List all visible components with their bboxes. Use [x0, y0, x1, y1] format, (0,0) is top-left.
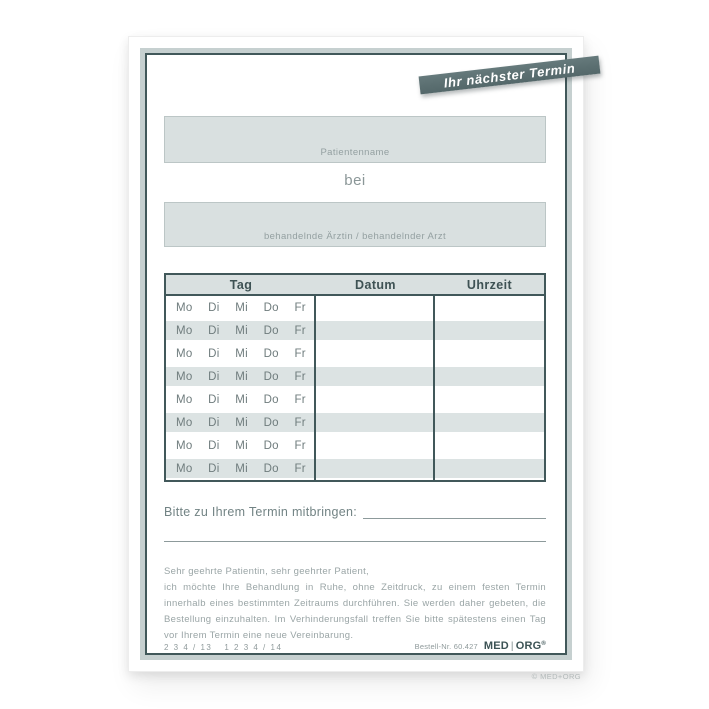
logo-divider: | — [510, 641, 514, 652]
uhrzeit-cell-empty — [435, 434, 544, 457]
datum-cell-empty — [316, 342, 435, 365]
table-header-row — [166, 275, 544, 296]
bring-along-writing-line — [363, 504, 546, 519]
day-label-do: Do — [263, 324, 279, 337]
day-label-do: Do — [263, 347, 279, 360]
second-writing-line — [164, 541, 546, 542]
print-code — [164, 643, 282, 652]
datum-cell-empty — [316, 388, 435, 411]
datum-cell-empty — [316, 459, 435, 478]
day-label-do: Do — [263, 439, 279, 452]
logo-med: MED — [483, 640, 509, 652]
table-body — [166, 296, 544, 480]
table-row — [166, 319, 544, 342]
uhrzeit-cell-empty — [435, 367, 544, 386]
day-label-fr: Fr — [294, 439, 306, 452]
doctor-name-label: behandelnde Ärztin / behandelnder Arzt — [263, 231, 447, 242]
day-cell — [166, 296, 316, 319]
day-label-mo: Mo — [176, 301, 193, 314]
uhrzeit-cell-empty — [435, 459, 544, 478]
datum-cell-empty — [316, 367, 435, 386]
day-label-mo: Mo — [176, 416, 193, 429]
column-divider — [433, 296, 435, 480]
day-label-di: Di — [208, 347, 220, 360]
day-cell — [166, 342, 316, 365]
patient-name-box — [164, 116, 546, 163]
bring-along-row — [164, 501, 546, 519]
day-label-di: Di — [208, 439, 220, 452]
order-number: Bestell-Nr. 60.427 — [414, 642, 478, 651]
day-label-mi: Mi — [235, 393, 248, 406]
logo-org: ORG — [515, 640, 542, 652]
day-label-mo: Mo — [176, 439, 193, 452]
print-code-left: 2 3 4 / 13 — [164, 643, 213, 652]
table-row — [166, 296, 544, 319]
letter-salutation: Sehr geehrte Patientin, sehr geehrter Patient, — [164, 566, 369, 577]
day-cell — [166, 459, 316, 478]
uhrzeit-cell-empty — [435, 413, 544, 432]
registered-mark: ® — [541, 641, 546, 647]
appointment-banner: Ihr nächster Termin — [419, 56, 601, 95]
uhrzeit-cell-empty — [435, 388, 544, 411]
doctor-name-box — [164, 202, 546, 247]
day-label-do: Do — [263, 370, 279, 383]
column-header-uhrzeit: Uhrzeit — [466, 277, 513, 292]
appointment-form-page — [128, 36, 584, 672]
datum-cell-empty — [316, 434, 435, 457]
day-label-do: Do — [263, 393, 279, 406]
datum-cell-empty — [316, 296, 435, 319]
copyright-watermark: © MED+ORG — [531, 672, 581, 681]
day-label-di: Di — [208, 301, 220, 314]
uhrzeit-cell-empty — [435, 296, 544, 319]
day-cell — [166, 413, 316, 432]
page-footer — [164, 638, 546, 652]
day-label-mi: Mi — [235, 324, 248, 337]
column-header-tag: Tag — [229, 277, 253, 292]
day-label-di: Di — [208, 324, 220, 337]
column-header-datum: Datum — [355, 277, 396, 292]
day-label-fr: Fr — [294, 416, 306, 429]
day-label-fr: Fr — [294, 462, 306, 475]
day-label-fr: Fr — [294, 324, 306, 337]
day-label-mo: Mo — [176, 324, 193, 337]
uhrzeit-cell-empty — [435, 321, 544, 340]
table-row — [166, 434, 544, 457]
day-label-fr: Fr — [294, 301, 306, 314]
table-row — [166, 411, 544, 434]
day-label-mo: Mo — [176, 462, 193, 475]
table-row — [166, 388, 544, 411]
appointment-table — [164, 273, 546, 482]
day-label-fr: Fr — [294, 370, 306, 383]
bring-along-label: Bitte zu Ihrem Termin mitbringen: — [164, 505, 358, 519]
day-label-mo: Mo — [176, 347, 193, 360]
uhrzeit-cell-empty — [435, 342, 544, 365]
table-row — [166, 342, 544, 365]
connector-text: bei — [344, 172, 366, 189]
datum-cell-empty — [316, 413, 435, 432]
day-label-di: Di — [208, 370, 220, 383]
day-label-mo: Mo — [176, 370, 193, 383]
day-label-fr: Fr — [294, 347, 306, 360]
patient-name-label: Patientenname — [320, 147, 390, 158]
day-label-mi: Mi — [235, 462, 248, 475]
day-label-di: Di — [208, 462, 220, 475]
table-row — [166, 365, 544, 388]
letter-text — [164, 564, 546, 644]
medorg-logo — [484, 640, 546, 652]
day-label-mo: Mo — [176, 393, 193, 406]
column-divider — [314, 296, 316, 480]
datum-cell-empty — [316, 321, 435, 340]
day-label-mi: Mi — [235, 370, 248, 383]
table-row — [166, 457, 544, 480]
day-label-mi: Mi — [235, 439, 248, 452]
order-info — [415, 640, 546, 652]
day-label-do: Do — [263, 462, 279, 475]
print-code-right: 1 2 3 4 / 14 — [224, 643, 283, 652]
day-label-do: Do — [263, 416, 279, 429]
day-label-mi: Mi — [235, 416, 248, 429]
day-cell — [166, 388, 316, 411]
day-label-di: Di — [208, 416, 220, 429]
day-label-mi: Mi — [235, 301, 248, 314]
day-cell — [166, 367, 316, 386]
letter-body: ich möchte Ihre Behandlung in Ruhe, ohne Zeitdruck, zu einem festen Termin innerhalb eines bestimmten Zeitraums durchführen. Sie werden daher gebeten, die Bestellung einzuhalten. Im Verhinderungsfall treffen Sie bitte spätestens einen Tag vor Ihrem Termin eine neue Vereinbarung. — [164, 582, 546, 641]
day-label-fr: Fr — [294, 393, 306, 406]
day-label-mi: Mi — [235, 347, 248, 360]
day-label-do: Do — [263, 301, 279, 314]
day-label-di: Di — [208, 393, 220, 406]
day-cell — [166, 434, 316, 457]
day-cell — [166, 321, 316, 340]
